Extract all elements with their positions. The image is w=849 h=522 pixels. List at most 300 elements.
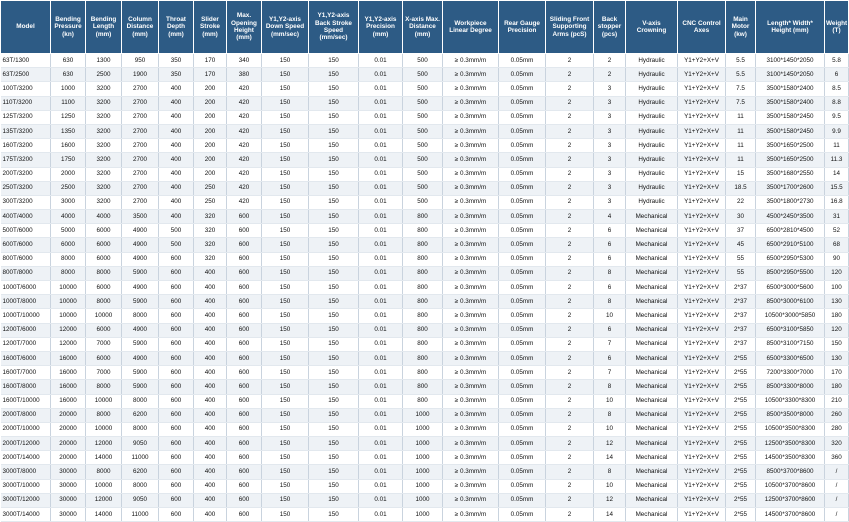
- table-cell: 150: [309, 224, 359, 238]
- model-cell: 2000T/8000: [1, 408, 51, 422]
- table-cell: Mechanical: [626, 493, 678, 507]
- table-cell: 2: [546, 465, 594, 479]
- table-cell: ≥ 0.3mm/m: [443, 493, 499, 507]
- table-cell: 3200: [86, 167, 122, 181]
- table-cell: 500: [403, 181, 443, 195]
- table-cell: 8000: [86, 266, 122, 280]
- table-cell: 10000: [51, 295, 86, 309]
- table-cell: 8000: [51, 252, 86, 266]
- table-cell: 1250: [51, 110, 86, 124]
- table-cell: 800: [403, 281, 443, 295]
- table-cell: Mechanical: [626, 309, 678, 323]
- table-cell: 6000: [51, 238, 86, 252]
- table-cell: 1000: [403, 493, 443, 507]
- table-cell: 8000: [122, 422, 159, 436]
- table-cell: 3500*1650*2500: [756, 139, 825, 153]
- table-cell: 1750: [51, 153, 86, 167]
- table-cell: 2: [546, 167, 594, 181]
- table-cell: 15: [726, 167, 756, 181]
- table-cell: 150: [262, 139, 309, 153]
- table-cell: 0.05mm: [499, 465, 546, 479]
- table-cell: 280: [825, 422, 849, 436]
- table-cell: 2*55: [726, 451, 756, 465]
- table-cell: 12000: [51, 323, 86, 337]
- table-cell: Y1+Y2+X+V: [678, 54, 726, 68]
- table-cell: Mechanical: [626, 394, 678, 408]
- table-cell: 400: [194, 493, 227, 507]
- table-cell: 800: [403, 295, 443, 309]
- table-cell: 8.8: [825, 96, 849, 110]
- table-row: [1, 266, 849, 280]
- table-cell: 0.01: [359, 266, 403, 280]
- table-cell: 380: [227, 68, 262, 82]
- table-cell: 600: [159, 408, 194, 422]
- table-cell: 2: [594, 54, 626, 68]
- table-cell: Y1+Y2+X+V: [678, 309, 726, 323]
- table-cell: 2: [546, 281, 594, 295]
- table-cell: ≥ 0.3mm/m: [443, 337, 499, 351]
- table-cell: 0.01: [359, 323, 403, 337]
- table-cell: 150: [309, 380, 359, 394]
- table-cell: 20000: [51, 451, 86, 465]
- table-cell: 55: [726, 266, 756, 280]
- table-cell: Y1+Y2+X+V: [678, 153, 726, 167]
- table-cell: 10000: [86, 309, 122, 323]
- table-cell: 0.05mm: [499, 394, 546, 408]
- model-cell: 400T/4000: [1, 210, 51, 224]
- table-row: [1, 366, 849, 380]
- table-cell: ≥ 0.3mm/m: [443, 139, 499, 153]
- table-cell: 400: [194, 465, 227, 479]
- table-cell: 2*55: [726, 394, 756, 408]
- table-row: [1, 351, 849, 365]
- table-cell: 20000: [51, 437, 86, 451]
- table-cell: 12: [594, 493, 626, 507]
- table-cell: 600: [159, 351, 194, 365]
- table-cell: ≥ 0.3mm/m: [443, 252, 499, 266]
- table-cell: 16000: [51, 366, 86, 380]
- model-cell: 1200T/6000: [1, 323, 51, 337]
- table-cell: 1600: [51, 139, 86, 153]
- table-cell: 16000: [51, 394, 86, 408]
- table-cell: Y1+Y2+X+V: [678, 281, 726, 295]
- table-cell: 2*55: [726, 408, 756, 422]
- table-cell: 600: [227, 451, 262, 465]
- table-cell: 150: [309, 451, 359, 465]
- table-cell: 420: [227, 167, 262, 181]
- table-cell: Hydraulic: [626, 82, 678, 96]
- table-cell: 600: [159, 493, 194, 507]
- table-cell: 3500*1580*2450: [756, 124, 825, 138]
- table-cell: 7: [594, 366, 626, 380]
- table-cell: 150: [262, 465, 309, 479]
- table-cell: 3500: [122, 210, 159, 224]
- table-cell: Y1+Y2+X+V: [678, 422, 726, 436]
- table-cell: 0.05mm: [499, 181, 546, 195]
- table-cell: 1000: [403, 465, 443, 479]
- table-cell: 400: [159, 167, 194, 181]
- table-cell: 6500*2950*5300: [756, 252, 825, 266]
- table-row: [1, 437, 849, 451]
- table-cell: 2*55: [726, 380, 756, 394]
- table-row: [1, 408, 849, 422]
- table-row: [1, 337, 849, 351]
- table-cell: Y1+Y2+X+V: [678, 323, 726, 337]
- table-row: [1, 281, 849, 295]
- table-cell: Hydraulic: [626, 167, 678, 181]
- table-cell: 150: [309, 366, 359, 380]
- table-cell: 6000: [86, 224, 122, 238]
- table-cell: 2: [546, 337, 594, 351]
- table-cell: 12000: [86, 437, 122, 451]
- table-cell: 600: [227, 422, 262, 436]
- table-cell: 8000: [86, 408, 122, 422]
- table-cell: ≥ 0.3mm/m: [443, 54, 499, 68]
- table-cell: 4500*2450*3500: [756, 210, 825, 224]
- table-cell: ≥ 0.3mm/m: [443, 508, 499, 522]
- table-cell: 320: [194, 224, 227, 238]
- table-cell: 0.01: [359, 508, 403, 522]
- table-cell: 10: [594, 422, 626, 436]
- table-cell: 3200: [86, 96, 122, 110]
- table-cell: 0.01: [359, 153, 403, 167]
- table-cell: 12500*3500*8300: [756, 437, 825, 451]
- table-cell: 400: [194, 479, 227, 493]
- table-cell: 400: [194, 366, 227, 380]
- model-cell: 1600T/10000: [1, 394, 51, 408]
- table-cell: 400: [159, 82, 194, 96]
- table-cell: 400: [159, 195, 194, 209]
- table-cell: 0.01: [359, 422, 403, 436]
- table-cell: 22: [726, 195, 756, 209]
- table-cell: 150: [262, 96, 309, 110]
- table-cell: 150: [309, 238, 359, 252]
- table-cell: 1000: [403, 479, 443, 493]
- table-cell: 2*55: [726, 508, 756, 522]
- table-cell: 8000: [122, 479, 159, 493]
- table-cell: Y1+Y2+X+V: [678, 451, 726, 465]
- model-cell: 63T/2500: [1, 68, 51, 82]
- table-cell: 600: [227, 380, 262, 394]
- table-cell: 0.05mm: [499, 210, 546, 224]
- table-cell: 2: [546, 422, 594, 436]
- table-cell: 600: [227, 437, 262, 451]
- table-cell: 320: [825, 437, 849, 451]
- table-cell: 68: [825, 238, 849, 252]
- table-cell: 150: [309, 68, 359, 82]
- table-cell: ≥ 0.3mm/m: [443, 479, 499, 493]
- table-cell: 2700: [122, 167, 159, 181]
- table-cell: 600: [159, 465, 194, 479]
- table-cell: 6000: [86, 323, 122, 337]
- table-cell: 0.05mm: [499, 351, 546, 365]
- table-cell: 0.05mm: [499, 167, 546, 181]
- table-cell: 250: [194, 181, 227, 195]
- table-cell: ≥ 0.3mm/m: [443, 437, 499, 451]
- table-cell: 600: [227, 479, 262, 493]
- table-cell: 3500*1580*2400: [756, 82, 825, 96]
- table-cell: 5.8: [825, 54, 849, 68]
- table-cell: 0.01: [359, 124, 403, 138]
- table-cell: 16000: [51, 351, 86, 365]
- table-cell: 500: [403, 167, 443, 181]
- table-cell: 6500*3300*6500: [756, 351, 825, 365]
- table-row: [1, 309, 849, 323]
- column-header: X-axis Max. Distance (mm): [403, 1, 443, 54]
- table-cell: 14: [594, 508, 626, 522]
- table-cell: 2700: [122, 82, 159, 96]
- table-cell: 600: [159, 437, 194, 451]
- table-cell: 20000: [51, 408, 86, 422]
- table-cell: ≥ 0.3mm/m: [443, 309, 499, 323]
- column-header: Slider Stroke (mm): [194, 1, 227, 54]
- table-cell: 0.05mm: [499, 110, 546, 124]
- table-cell: 800: [403, 252, 443, 266]
- table-cell: 8: [594, 380, 626, 394]
- table-cell: 150: [309, 167, 359, 181]
- table-cell: 600: [227, 323, 262, 337]
- table-row: [1, 465, 849, 479]
- table-cell: 400: [194, 295, 227, 309]
- table-cell: 120: [825, 266, 849, 280]
- table-cell: 8500*3700*8600: [756, 465, 825, 479]
- table-cell: 800: [403, 309, 443, 323]
- table-cell: Y1+Y2+X+V: [678, 181, 726, 195]
- table-cell: 150: [262, 153, 309, 167]
- table-row: [1, 451, 849, 465]
- table-cell: 2700: [122, 181, 159, 195]
- table-cell: 170: [194, 54, 227, 68]
- table-cell: 4900: [122, 238, 159, 252]
- table-cell: 2: [546, 380, 594, 394]
- column-header: V-axis Crowning: [626, 1, 678, 54]
- model-cell: 2000T/10000: [1, 422, 51, 436]
- table-cell: 2: [594, 68, 626, 82]
- table-cell: 630: [51, 68, 86, 82]
- table-cell: 180: [825, 309, 849, 323]
- table-cell: Mechanical: [626, 323, 678, 337]
- table-cell: 150: [825, 337, 849, 351]
- table-cell: 9050: [122, 437, 159, 451]
- table-cell: Y1+Y2+X+V: [678, 224, 726, 238]
- table-cell: 150: [309, 195, 359, 209]
- table-cell: 30000: [51, 465, 86, 479]
- table-cell: 150: [309, 465, 359, 479]
- table-cell: 2: [546, 238, 594, 252]
- model-cell: 1600T/6000: [1, 351, 51, 365]
- table-row: [1, 394, 849, 408]
- table-cell: 600: [159, 479, 194, 493]
- table-row: [1, 195, 849, 209]
- table-cell: 600: [227, 295, 262, 309]
- table-cell: 1350: [51, 124, 86, 138]
- table-cell: 150: [309, 493, 359, 507]
- table-cell: 2: [546, 68, 594, 82]
- table-cell: 600: [159, 295, 194, 309]
- table-cell: 6: [594, 224, 626, 238]
- table-cell: 500: [403, 68, 443, 82]
- table-cell: 0.05mm: [499, 366, 546, 380]
- table-cell: 10500*3700*8600: [756, 479, 825, 493]
- table-cell: 4900: [122, 351, 159, 365]
- table-cell: 2: [546, 266, 594, 280]
- column-header: Model: [1, 1, 51, 54]
- column-header: Throat Depth (mm): [159, 1, 194, 54]
- table-cell: Y1+Y2+X+V: [678, 380, 726, 394]
- table-cell: 1100: [51, 96, 86, 110]
- table-cell: 150: [262, 238, 309, 252]
- model-cell: 300T/3200: [1, 195, 51, 209]
- table-cell: 150: [309, 337, 359, 351]
- table-cell: 2*55: [726, 422, 756, 436]
- table-cell: 150: [309, 153, 359, 167]
- table-cell: 400: [194, 351, 227, 365]
- table-cell: 320: [194, 210, 227, 224]
- table-cell: ≥ 0.3mm/m: [443, 366, 499, 380]
- table-cell: 800: [403, 337, 443, 351]
- table-cell: 150: [262, 479, 309, 493]
- table-cell: 3: [594, 153, 626, 167]
- table-cell: 0.05mm: [499, 266, 546, 280]
- table-cell: 7: [594, 337, 626, 351]
- column-header: Y1,Y2-axis Down Speed (mm/sec): [262, 1, 309, 54]
- table-cell: 150: [262, 195, 309, 209]
- table-row: [1, 252, 849, 266]
- table-cell: 260: [825, 408, 849, 422]
- table-cell: Y1+Y2+X+V: [678, 408, 726, 422]
- table-cell: 150: [262, 224, 309, 238]
- table-cell: 200: [194, 96, 227, 110]
- table-cell: 0.01: [359, 54, 403, 68]
- table-cell: 150: [262, 252, 309, 266]
- table-cell: 150: [262, 351, 309, 365]
- model-cell: 500T/6000: [1, 224, 51, 238]
- model-cell: 135T/3200: [1, 124, 51, 138]
- table-cell: 500: [403, 124, 443, 138]
- table-cell: 3: [594, 181, 626, 195]
- column-header: Weight (T): [825, 1, 849, 54]
- table-cell: 150: [309, 181, 359, 195]
- table-cell: 150: [262, 54, 309, 68]
- table-cell: 800: [403, 210, 443, 224]
- table-cell: 3500*1650*2500: [756, 153, 825, 167]
- table-cell: 6: [594, 252, 626, 266]
- table-row: [1, 167, 849, 181]
- table-cell: 0.01: [359, 451, 403, 465]
- table-cell: 150: [262, 68, 309, 82]
- table-cell: 500: [403, 110, 443, 124]
- table-cell: ≥ 0.3mm/m: [443, 96, 499, 110]
- table-cell: 2700: [122, 96, 159, 110]
- table-cell: ≥ 0.3mm/m: [443, 167, 499, 181]
- table-cell: /: [825, 508, 849, 522]
- table-cell: 0.05mm: [499, 224, 546, 238]
- table-cell: 600: [159, 422, 194, 436]
- table-cell: Y1+Y2+X+V: [678, 295, 726, 309]
- table-cell: 8.5: [825, 82, 849, 96]
- table-cell: 3200: [86, 139, 122, 153]
- table-cell: 150: [262, 309, 309, 323]
- table-cell: 150: [262, 167, 309, 181]
- table-cell: 200: [194, 153, 227, 167]
- table-cell: 120: [825, 323, 849, 337]
- model-cell: 1000T/6000: [1, 281, 51, 295]
- table-cell: 7.5: [726, 82, 756, 96]
- table-cell: 6: [825, 68, 849, 82]
- table-cell: 150: [262, 437, 309, 451]
- table-cell: ≥ 0.3mm/m: [443, 124, 499, 138]
- table-cell: 150: [309, 110, 359, 124]
- table-cell: 150: [309, 437, 359, 451]
- table-cell: ≥ 0.3mm/m: [443, 153, 499, 167]
- table-cell: 400: [194, 451, 227, 465]
- table-cell: 500: [403, 139, 443, 153]
- table-cell: 90: [825, 252, 849, 266]
- table-cell: 14: [825, 167, 849, 181]
- table-header: [1, 1, 849, 54]
- table-cell: 11000: [122, 451, 159, 465]
- table-cell: 2*55: [726, 465, 756, 479]
- table-cell: /: [825, 465, 849, 479]
- model-cell: 125T/3200: [1, 110, 51, 124]
- table-cell: 200: [194, 82, 227, 96]
- table-cell: 150: [309, 54, 359, 68]
- table-cell: 0.01: [359, 110, 403, 124]
- table-row: [1, 508, 849, 522]
- table-cell: 210: [825, 394, 849, 408]
- table-cell: 6500*2810*4500: [756, 224, 825, 238]
- table-cell: 2: [546, 323, 594, 337]
- table-cell: 0.05mm: [499, 493, 546, 507]
- table-cell: Y1+Y2+X+V: [678, 96, 726, 110]
- table-cell: 150: [262, 82, 309, 96]
- table-row: [1, 139, 849, 153]
- table-cell: 150: [262, 493, 309, 507]
- table-cell: 600: [227, 252, 262, 266]
- table-cell: 3500*1800*2730: [756, 195, 825, 209]
- table-cell: 1000: [51, 82, 86, 96]
- table-cell: 0.05mm: [499, 96, 546, 110]
- table-row: [1, 479, 849, 493]
- table-cell: Hydraulic: [626, 110, 678, 124]
- model-cell: 1600T/7000: [1, 366, 51, 380]
- table-cell: 150: [262, 295, 309, 309]
- table-cell: 8: [594, 408, 626, 422]
- table-cell: 3200: [86, 181, 122, 195]
- table-cell: 400: [194, 380, 227, 394]
- table-cell: 4000: [86, 210, 122, 224]
- table-cell: 0.01: [359, 437, 403, 451]
- table-cell: 14000: [86, 451, 122, 465]
- table-cell: 400: [159, 181, 194, 195]
- table-cell: ≥ 0.3mm/m: [443, 281, 499, 295]
- table-cell: ≥ 0.3mm/m: [443, 295, 499, 309]
- table-cell: Hydraulic: [626, 68, 678, 82]
- table-cell: 0.05mm: [499, 68, 546, 82]
- table-cell: Mechanical: [626, 408, 678, 422]
- table-cell: 150: [309, 422, 359, 436]
- table-cell: 3500*1580*2450: [756, 110, 825, 124]
- table-cell: 2: [546, 351, 594, 365]
- table-cell: 400: [194, 309, 227, 323]
- table-cell: ≥ 0.3mm/m: [443, 224, 499, 238]
- table-cell: 2: [546, 309, 594, 323]
- table-cell: ≥ 0.3mm/m: [443, 408, 499, 422]
- table-cell: 37: [726, 224, 756, 238]
- table-cell: Mechanical: [626, 295, 678, 309]
- table-cell: 800: [403, 380, 443, 394]
- table-cell: 8: [594, 266, 626, 280]
